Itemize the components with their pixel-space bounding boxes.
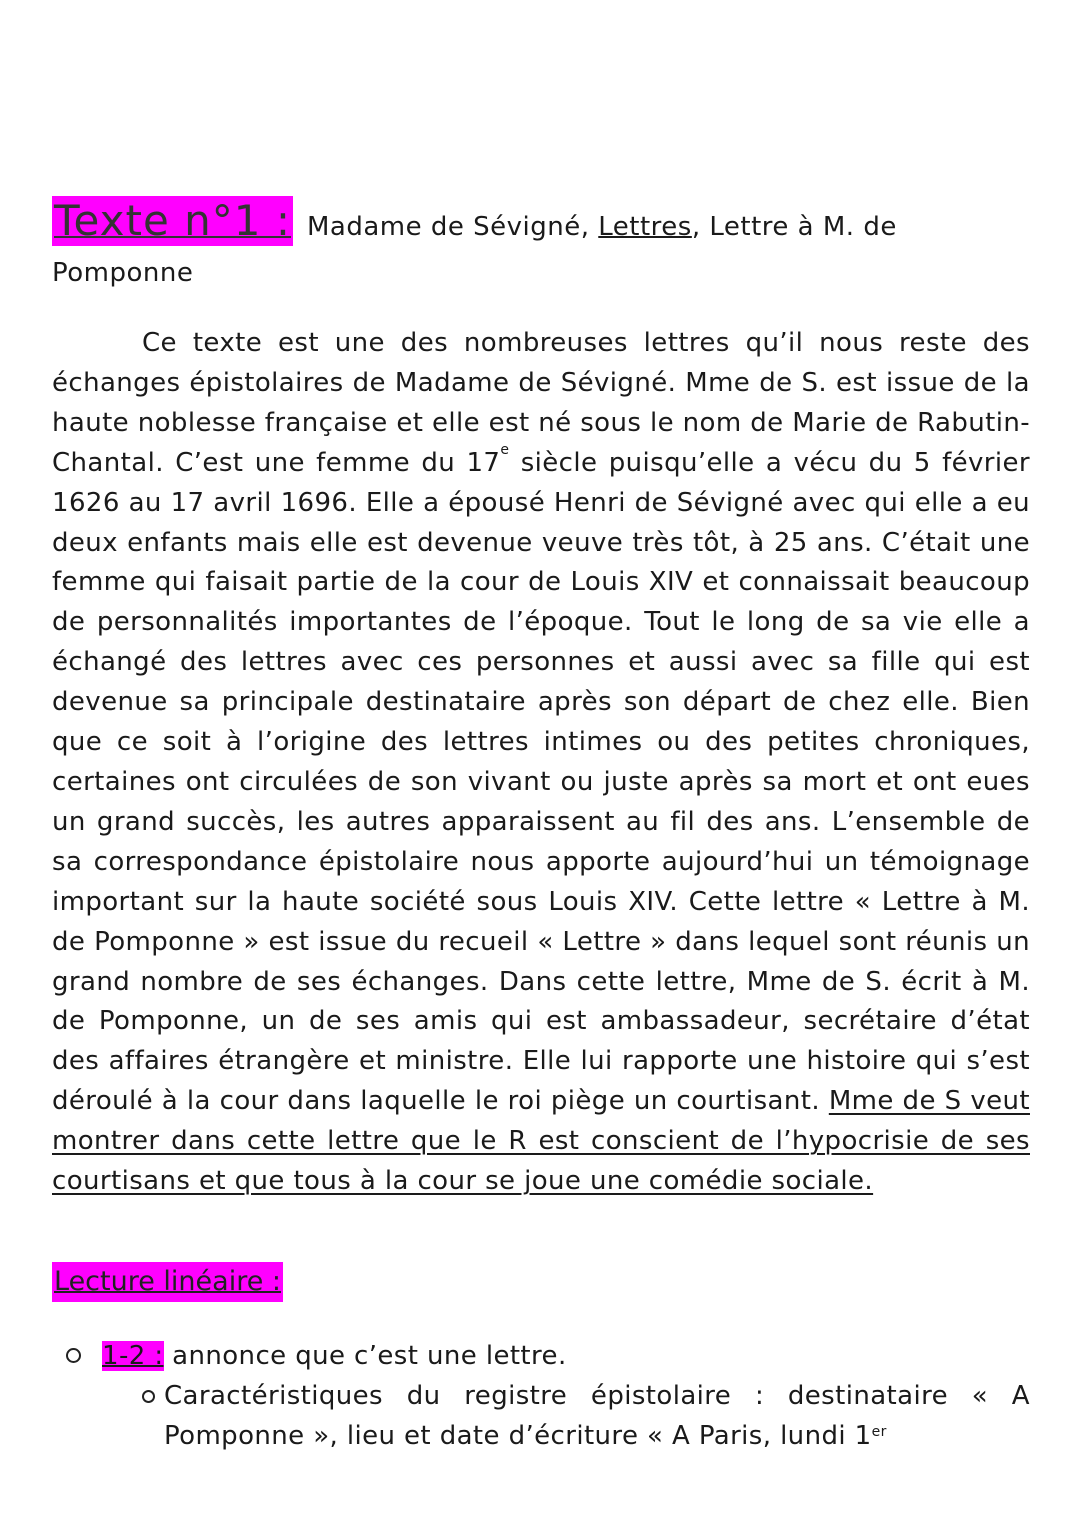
sub-list-item [142,1376,1030,1456]
author-name: Madame de Sévigné, [306,212,599,242]
list-item-text: annonce que c’est une lettre. [163,1340,567,1371]
intro-text-a: Ce texte est une des nombreuses lettres qu’il nous reste des échanges épistolaires de Madame de Sévigné. Mme de S. est issue de la haute noblesse française et elle est né sous le nom de Marie de Rabutin-Chantal. C’est une femme du 17 [52,328,1030,478]
intro-text-b: siècle puisqu’elle a vécu du 5 février 1626 au 17 avril 1696. Elle a épousé Henri de Sévigné avec qui elle a eu deux enfants mais elle est devenue veuve très tôt, à 25 ans. C’était une femme qui faisait partie de la cour de Louis XIV et connaissait beaucoup de personnalités importantes de l’époque. Tout le long de sa vie elle a échangé des lettres avec ces personnes et aussi avec sa fille qui est devenue sa principale destinataire après son départ de chez elle. Bien que ce soit à l’origine des lettres intimes ou des petites chroniques, certaines ont circulées de son vivant ou juste après sa mort et ont eues un grand succès, les autres apparaissent au fil des ans. L’ensemble de sa correspondance épistolaire nous apporte aujourd’hui un témoignage important sur la haute société sous Louis XIV. Cette lettre « Lettre à M. de Pomponne » est issue du recueil « Lettre » dans lequel sont réunis un grand nombre de ses échanges. Dans cette lettre, Mme de S. écrit à M. de Pomponne, un de ses amis qui est ambassadeur, secrétaire d’état des affaires étrangère et ministre. Elle lui rapporte une histoire qui s’est déroulé à la cour dans laquelle le roi piège un courtisant. [52,447,1030,1117]
circle-bullet-icon [66,1348,81,1363]
title-line [52,196,1030,246]
line-reference: 1-2 : [102,1340,164,1371]
circle-bullet-icon [142,1390,155,1403]
intro-paragraph [52,324,1030,1202]
section-heading: Lecture linéaire : [52,1262,283,1302]
date-superscript: er [871,1423,887,1440]
analysis-list [52,1336,1030,1456]
title-badge: Texte n°1 : [54,196,291,245]
list-item [66,1336,1030,1376]
work-title: Lettres [598,212,692,242]
thesis-statement: Mme de S veut montrer dans cette lettre que le R est conscient de l’hypocrisie de ses courtisans et que tous à la cour se joue une comédie sociale. [52,1086,1030,1197]
document-page [52,196,1030,1456]
letter-title: , Lettre à M. de [691,212,897,242]
title-reference [307,212,897,242]
title-continuation: Pomponne [52,258,194,288]
sub-list-item-text: Caractéristiques du registre épistolaire : destinataire « A Pomponne », lieu et date d’écriture « A Paris, lundi 1 [164,1380,1030,1451]
century-superscript: e [500,441,510,458]
